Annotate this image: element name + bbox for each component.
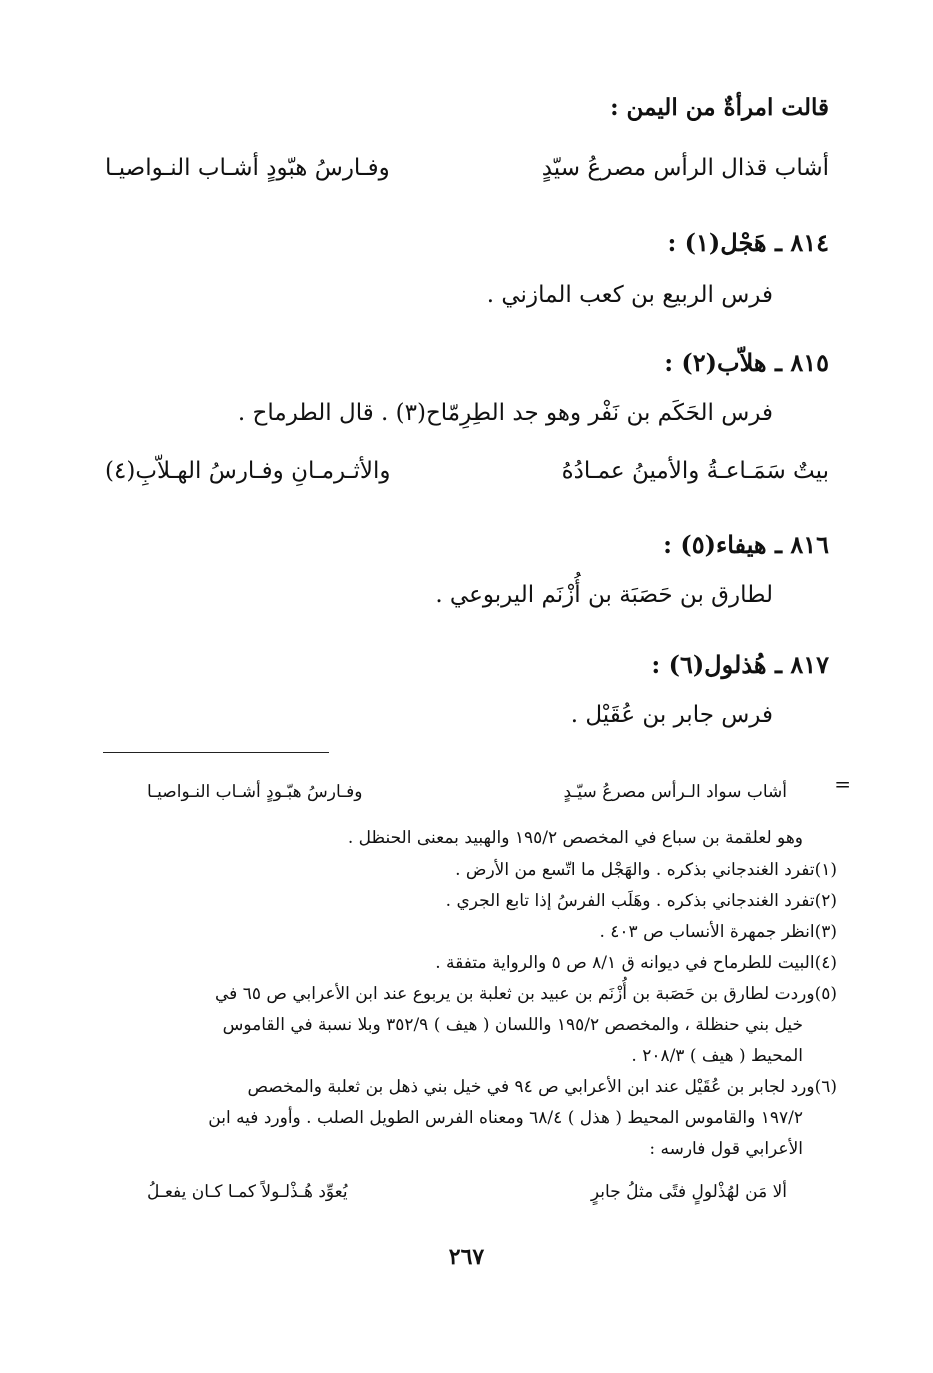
footnote-4 — [435, 953, 837, 973]
entry-text-815: فرس الحَكَم بن نَفْر وهو جد الطِرِمّاح(٣) . قال الطرماح . — [237, 400, 773, 426]
footnote-verse-right: أشاب سواد الـرأس مصرعُ سيّـدٍ — [563, 782, 787, 802]
footnote-5-line-2: خيل بني حنظلة ، والمخصص ١٩٥/٢ واللسان ( هيف ) ٣٥٢/٩ وبلا نسبة في القاموس — [222, 1015, 803, 1035]
footnote-number: (٤) — [814, 953, 837, 973]
footnote-number: (٢) — [814, 891, 837, 911]
footnote-text: تفرد الغندجاني بذكره . وهَلَب الفرسُ إذا تابع الجري . — [445, 891, 815, 911]
entry-heading-815: ٨١٥ ـ هلاّب(٢) : — [664, 348, 829, 377]
footnote-text: وردت لطارق بن حَصَبة بن أُزْنَم بن عبيد بن ثعلبة بن يربوع عند ابن الأعرابي ص ٦٥ في — [215, 984, 815, 1004]
continuation-marker: = — [834, 772, 851, 796]
entry-heading-814: ٨١٤ ـ هَجْل(١) : — [667, 228, 829, 257]
footnote-text: البيت للطرماح في ديوانه ق ٨/١ ص ٥ والرواية متفقة . — [435, 953, 815, 973]
verse-2-left-hemistich: والأثـرمـانِ وفـارسُ الهـلاّبِ(٤) — [105, 458, 391, 484]
entry-text-816: لطارق بن حَصَبَة بن أُزْنَم اليربوعي . — [435, 582, 773, 608]
footnote-number: (٣) — [814, 922, 837, 942]
footnote-continuation: وهو لعلقمة بن سباع في المخصص ١٩٥/٢ والهبيد بمعنى الحنظل . — [347, 828, 803, 848]
footnote-6-line-3: الأعرابي قول فارسه : — [649, 1139, 803, 1159]
entry-text-814: فرس الربيع بن كعب المازني . — [486, 282, 773, 308]
footnote-5-line-3: المحيط ( هيف ) ٢٠٨/٣ . — [631, 1046, 803, 1066]
intro-line: قالت امرأةٌ من اليمن : — [610, 94, 829, 121]
footnote-1 — [455, 860, 837, 880]
footnote-5 — [215, 984, 837, 1004]
entry-text-817: فرس جابر بن عُقَيْل . — [570, 702, 773, 728]
entry-heading-817: ٨١٧ ـ هُذلول(٦) : — [651, 650, 829, 679]
footnote-verse-3 — [147, 1182, 787, 1212]
entry-heading-816: ٨١٦ ـ هيفاء(٥) : — [663, 530, 829, 559]
footnote-verse-3-right: ألا مَن لهُذْلولٍ فتًى مثلُ جابرٍ — [590, 1182, 787, 1202]
footnote-verse-3-left: يُعوِّد هُـذْلـولاً كمـا كـان يفعـلُ — [147, 1182, 348, 1202]
footnote-number: (٥) — [814, 984, 837, 1004]
footnote-verse-left: وفـارسُ هبّـودٍ أشـاب النـواصيـا — [147, 782, 363, 802]
verse-2 — [105, 458, 829, 498]
verse-1-left-hemistich: وفـارسُ هبّودٍ أشـاب النـواصيـا — [105, 155, 390, 181]
footnote-number: (١) — [814, 860, 837, 880]
footnote-text: انظر جمهرة الأنساب ص ٤٠٣ . — [599, 922, 815, 942]
footnote-verse — [147, 782, 787, 812]
footnote-6-line-2: ١٩٧/٢ والقاموس المحيط ( هذل ) ٦٨/٤ ومعناه الفرس الطويل الصلب . وأورد فيه ابن — [208, 1108, 803, 1128]
footnote-6 — [247, 1077, 837, 1097]
footnote-3 — [599, 922, 837, 942]
footnote-2 — [446, 891, 837, 911]
verse-1 — [105, 155, 829, 195]
page-number: ٢٦٧ — [448, 1244, 485, 1270]
verse-2-right-hemistich: بيتٌ سَمَـاعـةُ والأمينُ عمـادُهُ — [561, 458, 829, 484]
footnote-text: تفرد الغندجاني بذكره . والهَجْل ما اتّسع من الأرض . — [455, 860, 815, 880]
footnote-separator — [103, 752, 329, 753]
footnote-number: (٦) — [814, 1077, 837, 1097]
footnote-text: ورد لجابر بن عُقَيْل عند ابن الأعرابي ص ٩٤ في خيل بني ذهل بن ثعلبة والمخصص — [247, 1077, 815, 1097]
verse-1-right-hemistich: أشاب قذال الرأس مصرعُ سيّدٍ — [541, 155, 829, 181]
